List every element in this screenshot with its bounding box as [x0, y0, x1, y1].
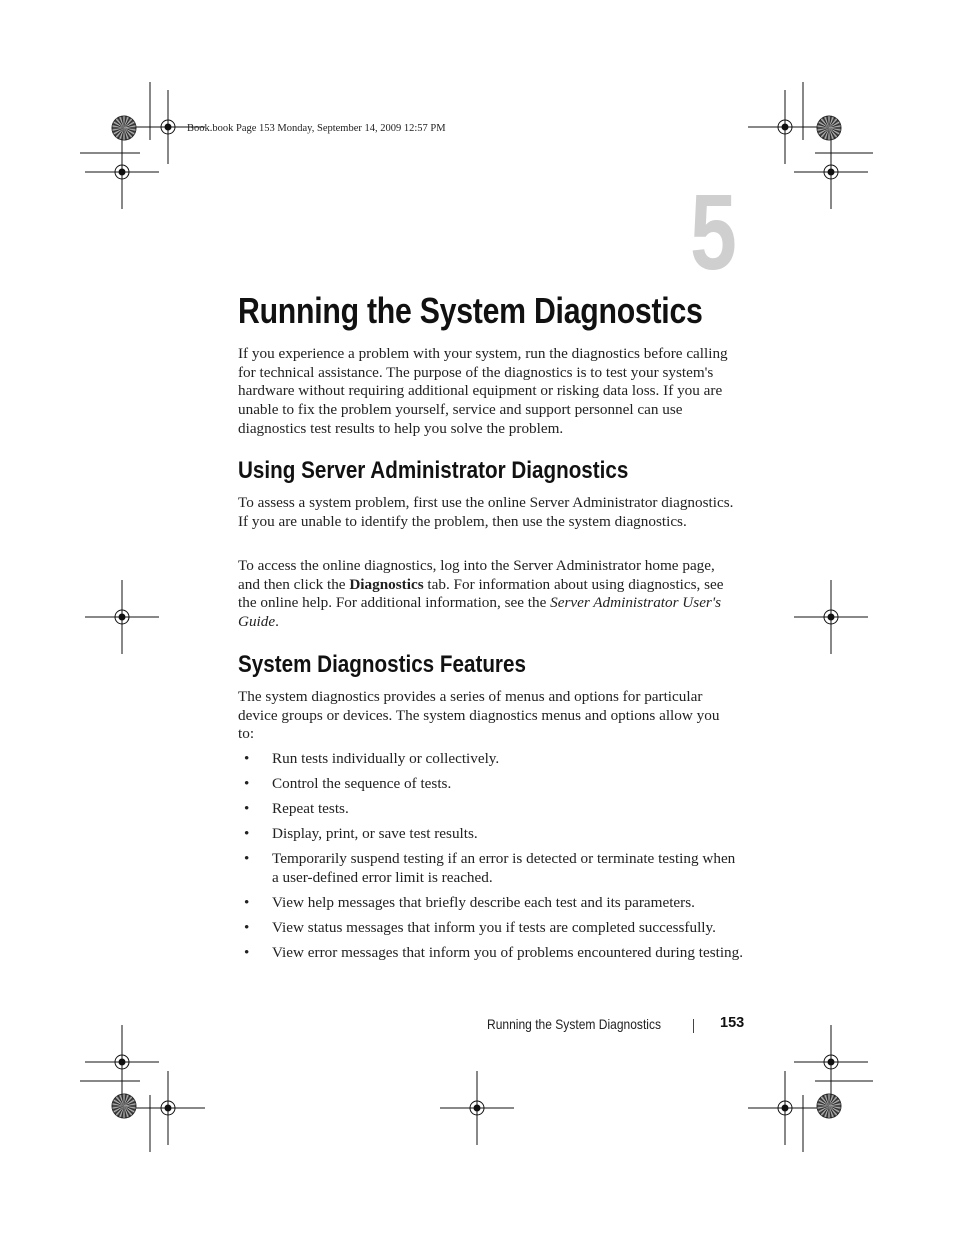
para-text: tab. For information about using diagnostics, see the online help. For additional information, see the — [238, 575, 724, 612]
registration-crosshair — [794, 1025, 868, 1099]
registration-starburst — [817, 116, 841, 140]
bullet-glyph: • — [244, 750, 250, 767]
section-heading-server-admin: Using Server Administrator Diagnostics — [238, 457, 629, 484]
features-intro-paragraph: The system diagnostics provides a series of menus and options for particular device groups or devices. The system diagnostics menus and options allow you to: — [238, 688, 720, 743]
server-admin-paragraph-1: To assess a system problem, first use the online Server Administrator diagnostics. If you are unable to identify the problem, then use the system diagnostics. — [238, 494, 734, 530]
server-admin-paragraph-2 — [238, 557, 738, 632]
bullet-glyph: • — [244, 800, 250, 817]
list-item — [244, 894, 744, 913]
footer-separator — [693, 1019, 694, 1033]
registration-crosshair — [131, 1071, 205, 1145]
bullet-glyph: • — [244, 825, 250, 842]
list-item — [244, 944, 744, 963]
registration-crosshair — [440, 1071, 514, 1145]
list-item-text: Temporarily suspend testing if an error is detected or terminate testing when a user-defined error limit is reached. — [272, 850, 736, 886]
registration-crosshair — [794, 135, 868, 209]
features-bullet-list — [244, 750, 744, 969]
list-item-text: View status messages that inform you if tests are completed successfully. — [272, 918, 716, 936]
registration-starburst — [112, 1094, 136, 1118]
chapter-title: Running the System Diagnostics — [238, 290, 703, 331]
registration-starburst — [112, 116, 136, 140]
registration-crosshair — [85, 1025, 159, 1099]
registration-crosshair — [748, 90, 822, 164]
bullet-glyph: • — [244, 893, 250, 911]
list-item — [244, 800, 744, 819]
list-item-text: Run tests individually or collectively. — [272, 750, 500, 767]
list-item-text: View error messages that inform you of problems encountered during testing. — [272, 943, 744, 961]
list-item-text: View help messages that briefly describe each test and its parameters. — [272, 893, 695, 911]
registration-crosshair — [85, 135, 159, 209]
registration-starburst — [817, 1094, 841, 1118]
section-heading-features: System Diagnostics Features — [238, 651, 526, 678]
list-item — [244, 850, 744, 887]
print-slug-line: Book.book Page 153 Monday, September 14, 2009 12:57 PM — [187, 123, 446, 134]
registration-crosshair — [794, 580, 868, 654]
diagnostics-tab-name: Diagnostics — [349, 575, 424, 593]
para-text: . — [275, 613, 279, 631]
chapter-number: 5 — [690, 171, 737, 292]
list-item — [244, 775, 744, 794]
registration-crosshair — [748, 1071, 822, 1145]
registration-crosshair — [85, 580, 159, 654]
intro-paragraph: If you experience a problem with your system, run the diagnostics before calling for technical assistance. The purpose of the diagnostics is to test your system's hardware without requiring additional equipment or risking data loss. If you are unable to fix the problem yourself, service and support personnel can use diagnostics test results to help you solve the problem. — [238, 345, 728, 437]
para-text: To access the online diagnostics, log into the Server Administrator home page, and then click the — [238, 557, 715, 593]
footer-chapter-title: Running the System Diagnostics — [487, 1016, 662, 1032]
guide-title: Server Administrator User's Guide — [238, 594, 721, 631]
bullet-glyph: • — [244, 775, 250, 792]
bullet-glyph: • — [244, 943, 250, 961]
list-item-text: Control the sequence of tests. — [272, 775, 452, 792]
list-item — [244, 825, 744, 844]
bullet-glyph: • — [244, 850, 250, 867]
list-item-text: Display, print, or save test results. — [272, 825, 478, 842]
bullet-glyph: • — [244, 918, 250, 936]
list-item — [244, 919, 744, 938]
list-item-text: Repeat tests. — [272, 800, 349, 817]
page-number: 153 — [720, 1015, 745, 1031]
list-item — [244, 750, 744, 769]
